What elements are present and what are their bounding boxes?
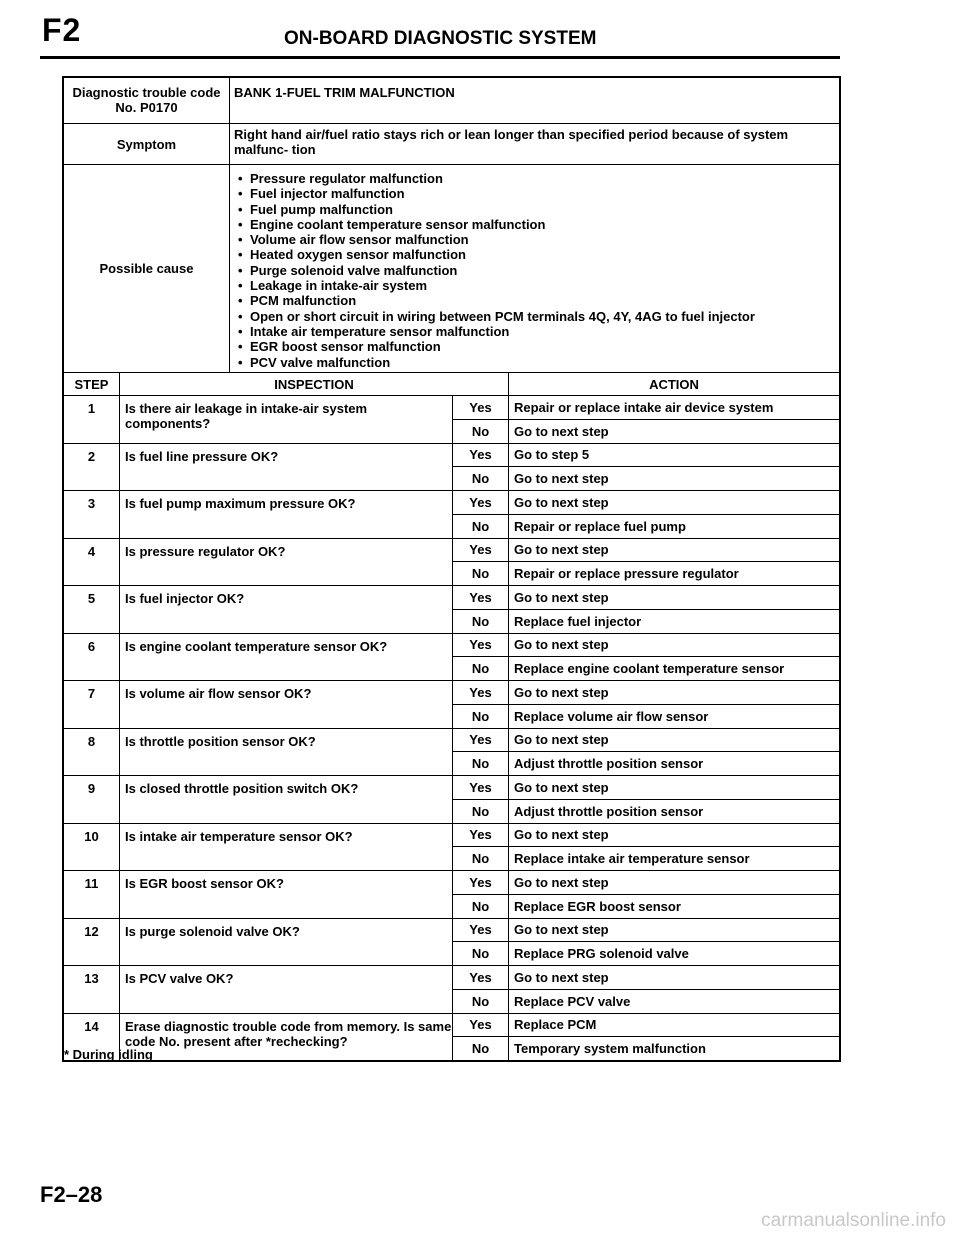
action-no: Adjust throttle position sensor	[514, 756, 704, 772]
inspection-text: Is throttle position sensor OK?	[120, 729, 453, 776]
watermark: carmanualsonline.info	[761, 1210, 946, 1231]
answer-no: No	[471, 946, 490, 962]
answer-column	[453, 634, 509, 681]
answer-yes: Yes	[453, 919, 508, 943]
action-column	[509, 444, 839, 491]
action-yes: Go to next step	[509, 491, 839, 515]
inspection-text: Is fuel pump maximum pressure OK?	[120, 491, 453, 538]
step-column-header: STEP	[64, 373, 120, 395]
answer-column	[453, 586, 509, 633]
answer-yes: Yes	[453, 776, 508, 800]
table-row	[64, 681, 839, 729]
answer-no: No	[471, 613, 490, 629]
answer-no: No	[471, 1041, 490, 1057]
code-row	[64, 78, 839, 124]
step-number: 1	[64, 396, 120, 443]
action-column	[509, 871, 839, 918]
action-yes: Go to step 5	[509, 444, 839, 468]
action-column	[509, 919, 839, 966]
action-no: Replace EGR boost sensor	[514, 898, 681, 914]
step-number: 6	[64, 634, 120, 681]
cause-text: Intake air temperature sensor malfunction	[250, 323, 510, 339]
cause-text: Leakage in intake-air system	[250, 278, 428, 294]
cause-item	[238, 186, 835, 201]
step-header-row	[64, 373, 839, 396]
bullet-icon: •	[238, 262, 243, 278]
action-yes: Go to next step	[509, 586, 839, 610]
step-number: 11	[64, 871, 120, 918]
cause-value	[230, 165, 839, 372]
step-number: 10	[64, 824, 120, 871]
bullet-icon: •	[238, 339, 243, 355]
answer-column	[453, 729, 509, 776]
cause-text: Fuel injector malfunction	[250, 186, 405, 202]
page-title: ON-BOARD DIAGNOSTIC SYSTEM	[284, 28, 597, 49]
action-yes: Replace PCM	[509, 1014, 839, 1038]
cause-label: Possible cause	[64, 165, 230, 372]
answer-no: No	[471, 851, 490, 867]
action-no: Temporary system malfunction	[514, 1041, 706, 1057]
table-row	[64, 586, 839, 634]
steps-body	[64, 396, 839, 1060]
action-no: Replace engine coolant temperature sensor	[514, 661, 785, 677]
step-number: 8	[64, 729, 120, 776]
answer-yes: Yes	[453, 634, 508, 658]
inspection-column-header: INSPECTION	[120, 373, 509, 395]
inspection-text: Is fuel line pressure OK?	[120, 444, 453, 491]
answer-no: No	[471, 566, 490, 582]
bullet-icon: •	[238, 216, 243, 232]
symptom-row	[64, 124, 839, 165]
action-column	[509, 1014, 839, 1061]
answer-yes: Yes	[453, 539, 508, 563]
cause-item	[238, 324, 835, 339]
answer-no: No	[471, 708, 490, 724]
answer-yes: Yes	[453, 729, 508, 753]
action-no: Repair or replace pressure regulator	[514, 566, 739, 582]
bullet-icon: •	[238, 308, 243, 324]
bullet-icon: •	[238, 171, 243, 186]
cause-list	[234, 168, 835, 370]
cause-item	[238, 355, 835, 370]
cause-item	[238, 217, 835, 232]
bullet-icon: •	[238, 278, 243, 294]
answer-yes: Yes	[453, 824, 508, 848]
cause-item	[238, 263, 835, 278]
action-yes: Repair or replace intake air device system	[509, 396, 839, 420]
answer-yes: Yes	[453, 444, 508, 468]
cause-text: Purge solenoid valve malfunction	[250, 262, 458, 278]
answer-yes: Yes	[453, 586, 508, 610]
inspection-text: Is fuel injector OK?	[120, 586, 453, 633]
table-row	[64, 539, 839, 587]
table-row	[64, 919, 839, 967]
answer-column	[453, 919, 509, 966]
table-row	[64, 824, 839, 872]
cause-item	[238, 339, 835, 354]
inspection-text: Is pressure regulator OK?	[120, 539, 453, 586]
answer-yes: Yes	[453, 1014, 508, 1038]
cause-text: EGR boost sensor malfunction	[250, 339, 441, 355]
answer-no: No	[471, 661, 490, 677]
cause-text: Volume air flow sensor malfunction	[250, 232, 469, 248]
step-number: 9	[64, 776, 120, 823]
table-row	[64, 444, 839, 492]
cause-item	[238, 278, 835, 293]
answer-no: No	[471, 898, 490, 914]
answer-yes: Yes	[453, 396, 508, 420]
action-yes: Go to next step	[509, 824, 839, 848]
answer-column	[453, 1014, 509, 1061]
cause-text: Fuel pump malfunction	[250, 201, 393, 217]
action-no: Replace fuel injector	[514, 613, 642, 629]
table-row	[64, 491, 839, 539]
action-column-header: ACTION	[649, 376, 699, 392]
action-no: Go to next step	[514, 471, 609, 487]
table-row	[64, 396, 839, 444]
page-number: F2–28	[40, 1182, 103, 1207]
step-number: 13	[64, 966, 120, 1013]
action-no: Repair or replace fuel pump	[514, 518, 686, 534]
answer-column	[453, 539, 509, 586]
action-no: Go to next step	[514, 423, 609, 439]
action-yes: Go to next step	[509, 729, 839, 753]
answer-column	[453, 824, 509, 871]
table-row	[64, 776, 839, 824]
bullet-icon: •	[238, 232, 243, 248]
inspection-text: Is there air leakage in intake-air system components?	[120, 396, 453, 443]
inspection-text: Is closed throttle position switch OK?	[120, 776, 453, 823]
bullet-icon: •	[238, 323, 243, 339]
action-no: Replace PRG solenoid valve	[514, 946, 689, 962]
step-number: 4	[64, 539, 120, 586]
table-row	[64, 729, 839, 777]
cause-item	[238, 247, 835, 262]
answer-column	[453, 966, 509, 1013]
cause-row	[64, 165, 839, 373]
inspection-text: Erase diagnostic trouble code from memory. Is same code No. present after *rechecking?	[120, 1014, 453, 1061]
step-number: 12	[64, 919, 120, 966]
inspection-text: Is PCV valve OK?	[120, 966, 453, 1013]
inspection-text: Is volume air flow sensor OK?	[120, 681, 453, 728]
answer-column	[453, 681, 509, 728]
answer-no: No	[471, 993, 490, 1009]
answer-yes: Yes	[453, 491, 508, 515]
step-number: 3	[64, 491, 120, 538]
symptom-value: Right hand air/fuel ratio stays rich or lean longer than specified period because of system malfunc- tion	[234, 127, 789, 157]
action-column	[509, 776, 839, 823]
answer-no: No	[471, 471, 490, 487]
action-column	[509, 634, 839, 681]
step-number: 14	[64, 1014, 120, 1061]
table-row	[64, 634, 839, 682]
action-column	[509, 824, 839, 871]
table-row	[64, 966, 839, 1014]
inspection-text: Is purge solenoid valve OK?	[120, 919, 453, 966]
cause-text: Pressure regulator malfunction	[250, 171, 443, 186]
answer-column	[453, 871, 509, 918]
step-number: 7	[64, 681, 120, 728]
step-number: 5	[64, 586, 120, 633]
bullet-icon: •	[238, 201, 243, 217]
table-row	[64, 1014, 839, 1061]
cause-item	[238, 171, 835, 186]
answer-column	[453, 491, 509, 538]
table-row	[64, 871, 839, 919]
action-no: Replace intake air temperature sensor	[514, 851, 750, 867]
answer-no: No	[471, 423, 490, 439]
code-label: Diagnostic trouble code No. P0170	[64, 78, 230, 123]
cause-text: Engine coolant temperature sensor malfunction	[250, 216, 546, 232]
step-number: 2	[64, 444, 120, 491]
action-column	[509, 681, 839, 728]
cause-text: PCM malfunction	[250, 293, 357, 309]
cause-text: PCV valve malfunction	[250, 354, 391, 370]
cause-item	[238, 293, 835, 308]
section-code: F2	[42, 12, 82, 48]
inspection-text: Is engine coolant temperature sensor OK?	[120, 634, 453, 681]
answer-no: No	[471, 518, 490, 534]
action-yes: Go to next step	[509, 919, 839, 943]
cause-text: Open or short circuit in wiring between PCM terminals 4Q, 4Y, 4AG to fuel injector	[250, 308, 755, 324]
action-yes: Go to next step	[509, 634, 839, 658]
page-header	[40, 14, 840, 59]
action-yes: Go to next step	[509, 776, 839, 800]
answer-no: No	[471, 756, 490, 772]
answer-column	[453, 444, 509, 491]
action-yes: Go to next step	[509, 966, 839, 990]
action-yes: Go to next step	[509, 539, 839, 563]
action-no: Replace volume air flow sensor	[514, 708, 709, 724]
diagnostic-table	[62, 76, 841, 1062]
answer-column	[453, 776, 509, 823]
answer-yes: Yes	[453, 681, 508, 705]
answer-yes: Yes	[453, 966, 508, 990]
action-yes: Go to next step	[509, 871, 839, 895]
footnote: * During idling	[64, 1047, 153, 1062]
action-column	[509, 396, 839, 443]
action-yes: Go to next step	[509, 681, 839, 705]
action-no: Adjust throttle position sensor	[514, 803, 704, 819]
inspection-text: Is EGR boost sensor OK?	[120, 871, 453, 918]
cause-item	[238, 309, 835, 324]
bullet-icon: •	[238, 247, 243, 263]
action-column	[509, 586, 839, 633]
action-column	[509, 491, 839, 538]
bullet-icon: •	[238, 354, 243, 370]
cause-text: Heated oxygen sensor malfunction	[250, 247, 466, 263]
answer-yes: Yes	[453, 871, 508, 895]
action-column	[509, 966, 839, 1013]
answer-no: No	[471, 803, 490, 819]
bullet-icon: •	[238, 293, 243, 309]
action-column	[509, 539, 839, 586]
action-no: Replace PCV valve	[514, 993, 631, 1009]
inspection-text: Is intake air temperature sensor OK?	[120, 824, 453, 871]
action-column	[509, 729, 839, 776]
symptom-label: Symptom	[64, 124, 230, 164]
bullet-icon: •	[238, 186, 243, 202]
cause-item	[238, 202, 835, 217]
code-value: BANK 1-FUEL TRIM MALFUNCTION	[234, 85, 455, 100]
answer-column	[453, 396, 509, 443]
cause-item	[238, 232, 835, 247]
